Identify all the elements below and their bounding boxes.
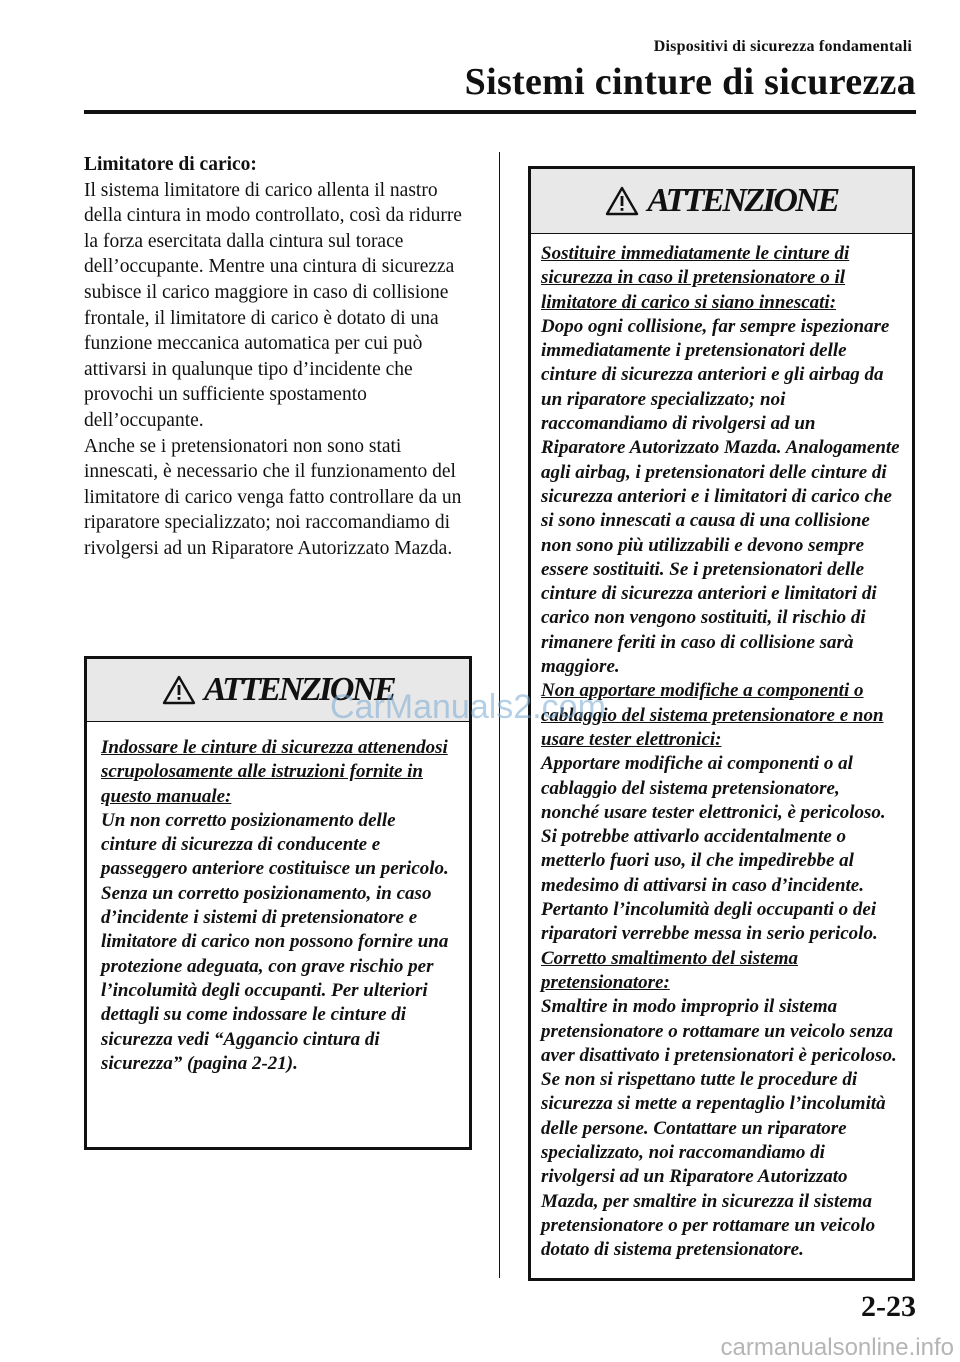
warning-heading: Indossare le cinture di sicurezza attenendosi scrupolosamente alle istruzioni fornite in questo manuale: — [101, 737, 448, 807]
warning-triangle-icon — [162, 675, 196, 705]
watermark: CarManuals2.com — [330, 688, 606, 726]
left-column — [84, 152, 474, 562]
warning-title: ATTENZIONE — [203, 671, 395, 708]
load-limiter-paragraph-1: Il sistema limitatore di carico allenta il nastro della cintura in modo controllato, così da ridurre la forza esercitata dalla cintura sul torace dell’occupante. Mentre una cintura di sicurezza subisce il carico maggiore in caso di collisione frontale, il limitatore di carico è dotato di una funzione meccanica automatica per cui può attivarsi in qualunque tipo d’incidente che provochi un sufficiente spostamento dell’occupante. — [84, 179, 462, 431]
load-limiter-heading: Limitatore di carico: — [84, 154, 257, 175]
section-label: Dispositivi di sicurezza fondamentali — [653, 38, 912, 55]
warning-heading-modify: Non apportare modifiche a componenti o cablaggio del sistema pretensionatore e non usare tester elettronici: — [541, 680, 884, 750]
warning-text-replace: Dopo ogni collisione, far sempre ispezionare immediatamente i pretensionatori delle cinture di sicurezza anteriori e gli airbag da un riparatore specializzato; noi raccomandiamo di rivolgersi ad un Riparatore Autorizzato Mazda. Analogamente agli airbag, i pretensionatori delle cinture di sicurezza anteriori e i limitatori di carico che si sono innescati a causa di una collisione non sono più utilizzabili e devono sempre essere sostituiti. Se i pretensionatori delle cinture di sicurezza anteriori e limitatori di carico non vengono sostituiti, il rischio di rimanere feriti in caso di collisione sarà maggiore. — [541, 315, 900, 678]
load-limiter-paragraph-2: Anche se i pretensionatori non sono stati innescati, è necessario che il funzionamento del limitatore di carico venga fatto controllare da un riparatore specializzato; noi raccomandiamo di rivolgersi ad un Riparatore Autorizzato Mazda. — [84, 435, 462, 559]
warning-body — [531, 234, 912, 1262]
header-rule — [84, 110, 916, 114]
page-number: 2-23 — [861, 1290, 916, 1323]
warning-text: Un non corretto posizionamento delle cinture di sicurezza di conducente e passeggero anteriore costituisce un pericolo. Senza un corretto posizionamento, in caso d’incidente i sistemi di pretensionatore e limitatore di carico non possono fornire una protezione adeguata, con grave rischio per l’incolumità degli occupanti. Per ulteriori dettagli su come indossare le cinture di sicurezza vedi “Aggancio cintura di sicurezza” (pagina 2-21). — [101, 809, 449, 1074]
footer-site-link[interactable]: carmanualsonline.info — [720, 1334, 954, 1361]
warning-title: ATTENZIONE — [647, 182, 838, 219]
warning-heading-disposal: Corretto smaltimento del sistema pretensionatore: — [541, 947, 799, 993]
warning-body — [87, 722, 469, 1076]
chapter-title: Sistemi cinture di sicurezza — [464, 61, 916, 103]
warning-triangle-icon — [605, 186, 639, 216]
warning-text-modify: Apportare modifiche ai componenti o al cablaggio del sistema pretensionatore, nonché usare tester elettronici, è pericoloso. Si potrebbe attivarlo accidentalmente o metterlo fuori uso, il che impedirebbe al medesimo di attivarsi in caso d’incidente. Pertanto l’incolumità degli occupanti o dei riparatori verrebbe messa in serio pericolo. — [541, 753, 886, 945]
warning-box-seatbelt-usage — [84, 656, 472, 1150]
warning-header — [531, 169, 912, 234]
warning-heading-replace: Sostituire immediatamente le cinture di sicurezza in caso il pretensionatore o il limitatore di carico si siano innescati: — [541, 243, 850, 313]
warning-text-disposal: Smaltire in modo improprio il sistema pretensionatore o rottamare un veicolo senza aver disattivato i pretensionatori è pericoloso. Se non si rispettano tutte le procedure di sicurezza si mette a repentaglio l’incolumità delle persone. Contattare un riparatore specializzato, noi raccomandiamo di rivolgersi ad un Riparatore Autorizzato Mazda, per smaltire in sicurezza il sistema pretensionatore o per rottamare un veicolo dotato di sistema pretensionatore. — [541, 996, 897, 1261]
